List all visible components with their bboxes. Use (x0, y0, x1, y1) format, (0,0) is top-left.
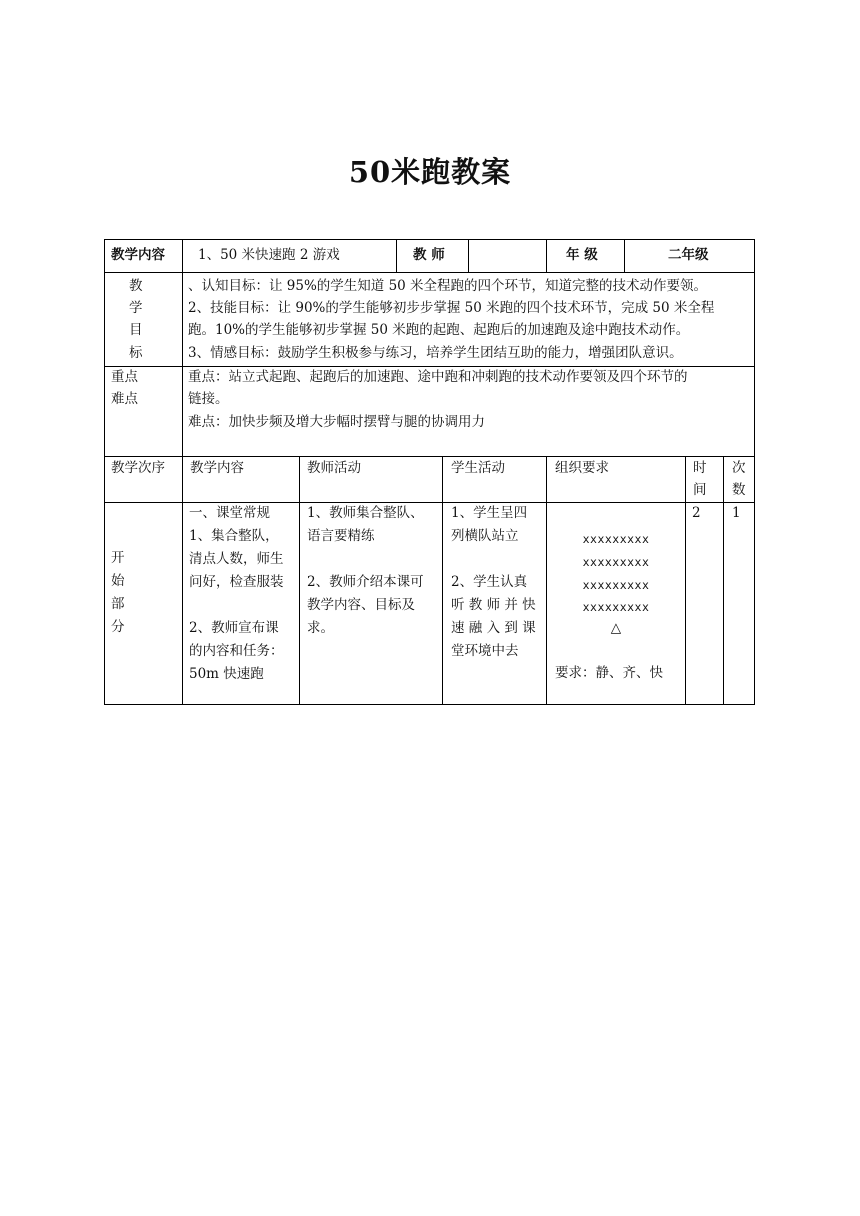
student-activity-line: 列横队站立 (451, 528, 519, 544)
column-header-time: 时 (693, 460, 707, 476)
column-divider (182, 239, 183, 705)
objective-line: 、认知目标：让 95%的学生知道 50 米全程跑的四个环节，知道完整的技术动作要领。 (188, 278, 708, 294)
student-activity-line: 听 教 师 并 快 (451, 597, 536, 613)
section-label: 始 (111, 573, 125, 589)
objectives-label: 标 (129, 345, 143, 361)
student-activity-line: 速 融 入 到 课 (451, 620, 536, 636)
formation-row: xxxxxxxxx (582, 578, 650, 592)
column-header-content: 教学内容 (190, 460, 244, 476)
table-border-top (104, 239, 755, 240)
teacher-activity-line: 2、教师介绍本课可 (307, 574, 424, 590)
teacher-activity-line: 语言要精练 (307, 528, 375, 544)
row-divider (104, 456, 755, 457)
formation-row: xxxxxxxxx (582, 555, 650, 569)
content-line: 1、集合整队， (189, 528, 279, 544)
key-points-label: 难点 (111, 391, 138, 407)
section-label: 分 (111, 619, 125, 635)
objectives-label: 学 (129, 300, 143, 316)
formation-row: xxxxxxxxx (582, 532, 650, 546)
column-divider (723, 456, 724, 705)
teaching-content-value: 1、50 米快速跑 2 游戏 (198, 247, 340, 263)
column-divider (624, 239, 625, 272)
column-divider (685, 456, 686, 705)
key-points-label: 重点 (111, 369, 138, 385)
column-header-time: 间 (693, 482, 707, 498)
section-label: 开 (111, 550, 125, 566)
column-divider (299, 456, 300, 705)
label-teacher: 教 师 (413, 247, 445, 263)
student-activity-line: 1、学生呈四 (451, 505, 528, 521)
objective-line: 跑。10%的学生能够初步掌握 50 米跑的起跑、起跑后的加速跑及途中跑技术动作。 (188, 322, 690, 338)
objective-line: 3、情感目标：鼓励学生积极参与练习，培养学生团结互助的能力，增强团队意识。 (188, 345, 683, 361)
label-grade: 年 级 (566, 247, 598, 263)
teacher-activity-line: 1、教师集合整队、 (307, 505, 424, 521)
content-line: 一、课堂常规 (189, 505, 270, 521)
key-point-line: 重点：站立式起跑、起跑后的加速跑、途中跑和冲刺跑的技术动作要领及四个环节的 (188, 369, 688, 385)
column-header-student: 学生活动 (451, 460, 505, 476)
table-border-right (754, 239, 755, 705)
grade-value: 二年级 (668, 247, 709, 263)
column-header-teacher: 教师活动 (307, 460, 361, 476)
teacher-activity-line: 教学内容、目标及 (307, 597, 415, 613)
column-divider (468, 239, 469, 272)
time-value: 2 (692, 505, 701, 521)
column-divider (442, 456, 443, 705)
page-title: 50米跑教案 (348, 155, 512, 189)
student-activity-line: 堂环境中去 (451, 643, 519, 659)
content-line: 清点人数，师生 (189, 551, 284, 567)
objective-line: 2、技能目标：让 90%的学生能够初步步掌握 50 米跑的四个技术环节，完成 50 米全程 (188, 300, 715, 316)
student-activity-line: 2、学生认真 (451, 574, 528, 590)
column-header-count: 数 (732, 482, 746, 498)
key-point-line: 链接。 (188, 391, 229, 407)
content-line: 的内容和任务： (189, 643, 284, 659)
section-label: 部 (111, 596, 125, 612)
teacher-position-triangle-icon: △ (610, 620, 622, 636)
label-teaching-content: 教学内容 (111, 247, 165, 263)
table-border-bottom (104, 704, 755, 705)
column-header-count: 次 (732, 460, 746, 476)
content-line: 50m 快速跑 (189, 666, 264, 682)
formation-requirement: 要求：静、齐、快 (555, 665, 663, 681)
column-divider (546, 239, 547, 272)
teacher-activity-line: 求。 (307, 620, 334, 636)
column-header-org: 组织要求 (555, 460, 609, 476)
objectives-label: 教 (129, 278, 143, 294)
objectives-label: 目 (129, 322, 143, 338)
column-divider (546, 456, 547, 705)
key-point-line: 难点：加快步频及增大步幅时摆臂与腿的协调用力 (188, 414, 485, 430)
column-header-order: 教学次序 (111, 460, 165, 476)
column-divider (396, 239, 397, 272)
content-line: 2、教师宣布课 (189, 620, 279, 636)
count-value: 1 (732, 505, 741, 521)
content-line: 问好，检查服装 (189, 574, 284, 590)
formation-row: xxxxxxxxx (582, 600, 650, 614)
table-border-left (104, 239, 105, 705)
row-divider (104, 272, 755, 273)
